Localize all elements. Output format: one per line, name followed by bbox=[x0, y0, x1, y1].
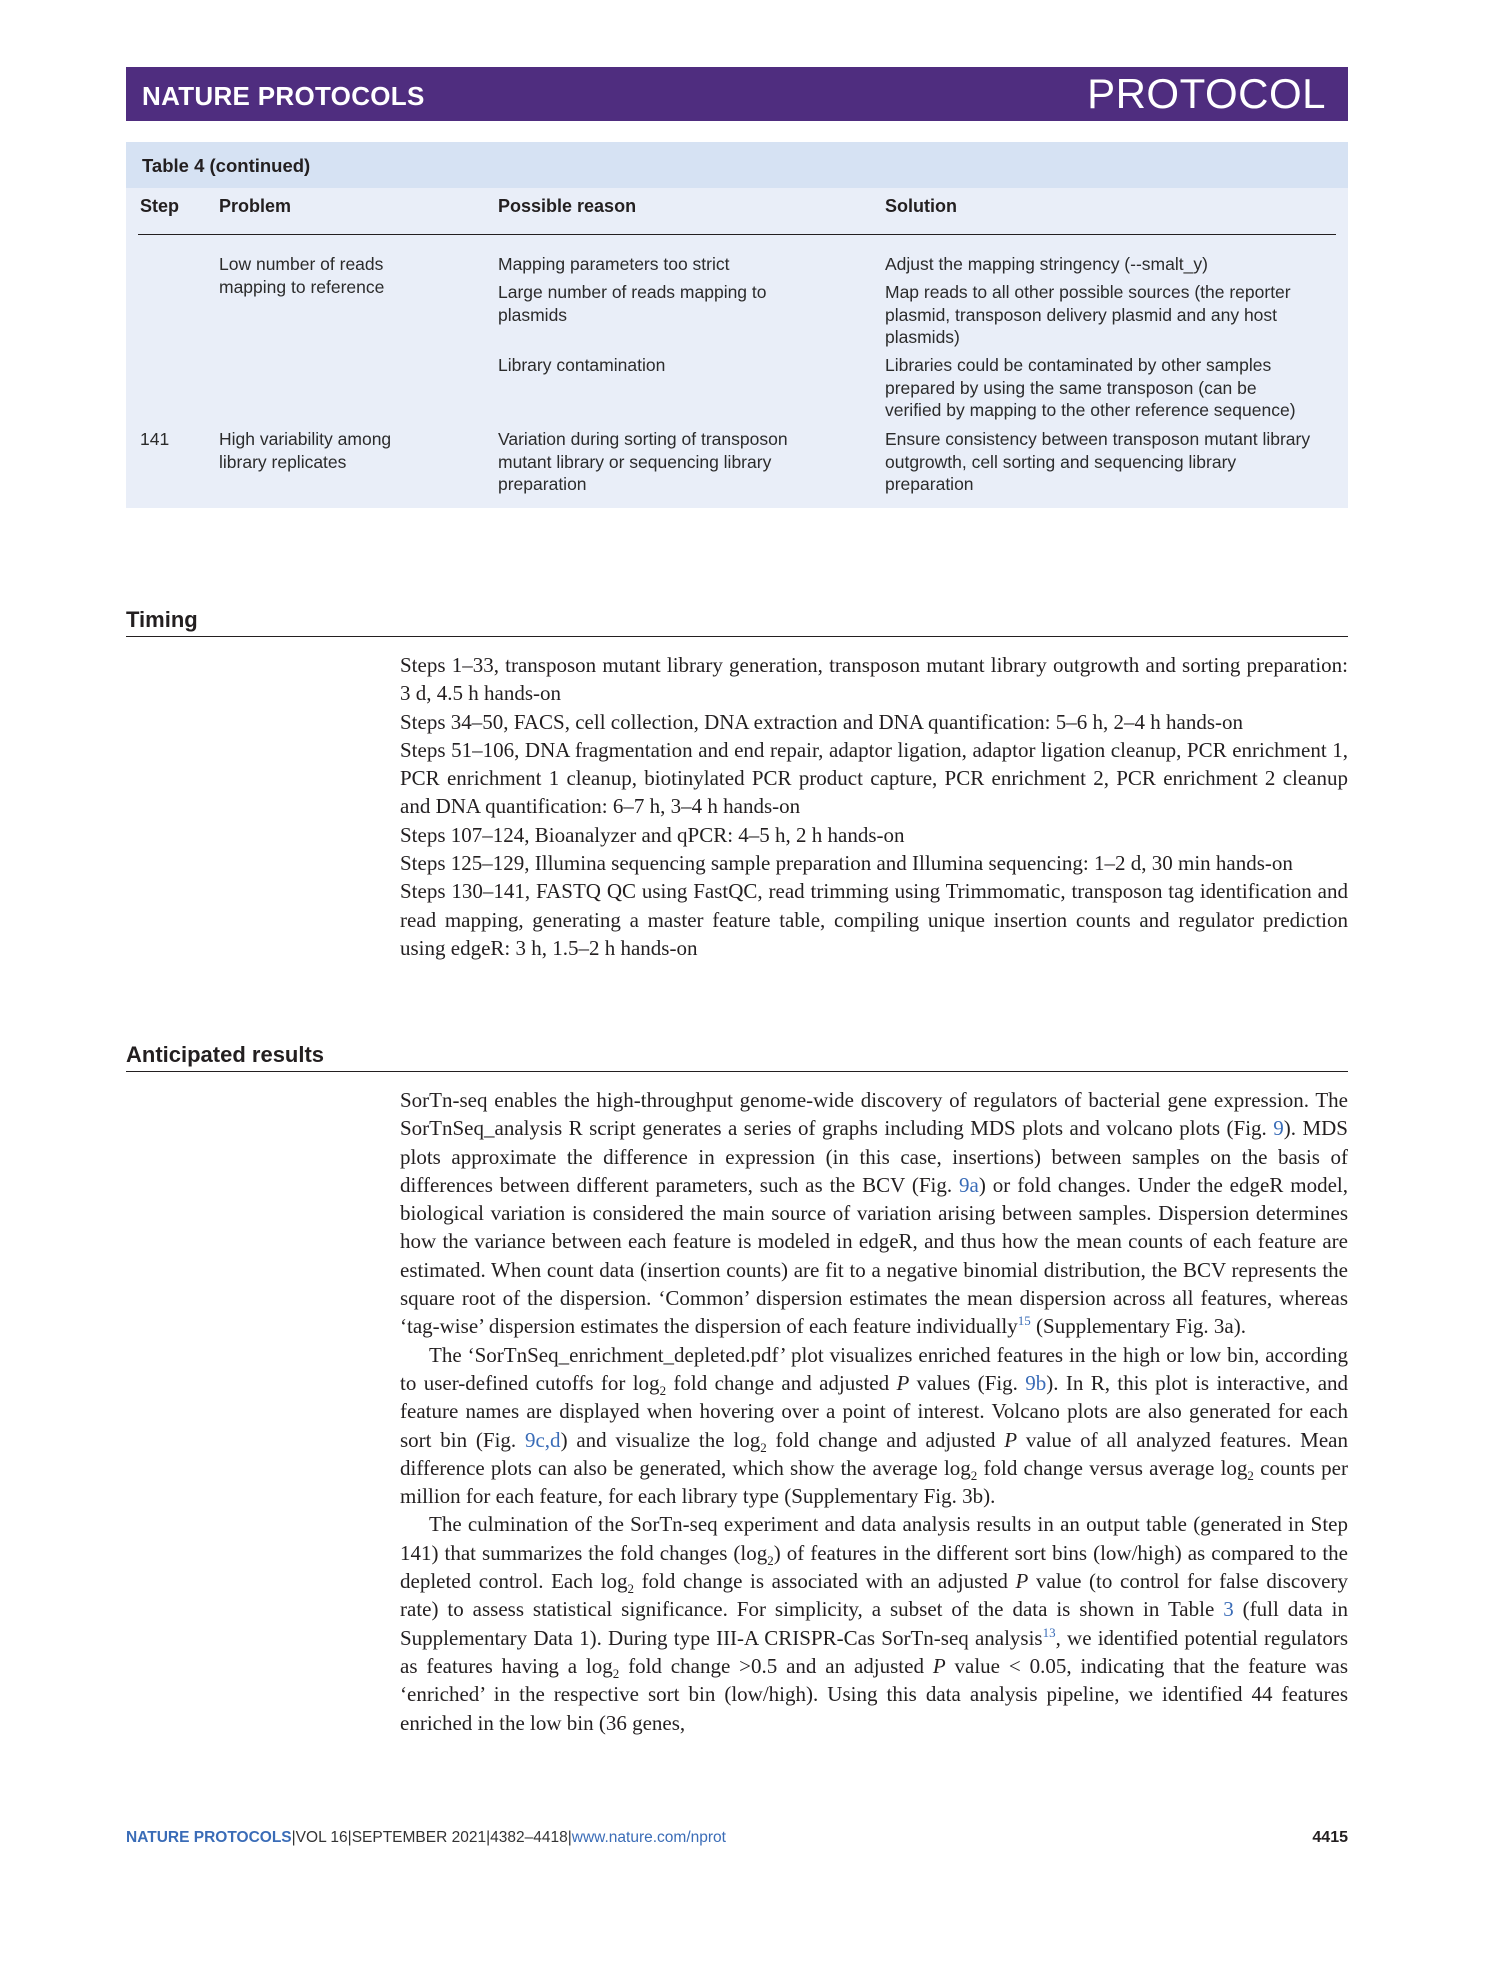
table-cell-problem: Low number of reads mapping to reference bbox=[219, 254, 385, 297]
column-header-problem: Problem bbox=[219, 196, 292, 216]
page-number: 4415 bbox=[1312, 1829, 1348, 1846]
table-header-rule bbox=[138, 234, 1336, 235]
table-cell-solution: Map reads to all other possible sources (the reporter plasmid, transposon delivery plasmid and any host plasmids) bbox=[885, 282, 1291, 347]
table-caption-bar bbox=[126, 142, 1348, 188]
table-cell-solution: Libraries could be contaminated by other samples prepared by using the same transposon (can be verified by mapping to the other reference sequence) bbox=[885, 355, 1296, 420]
figure-link[interactable]: 9b bbox=[1025, 1370, 1047, 1395]
column-header-solution: Solution bbox=[885, 196, 957, 216]
table-cell-solution: Adjust the mapping stringency (--smalt_y) bbox=[885, 254, 1208, 274]
anticipated-results-body bbox=[400, 1086, 1348, 1737]
citation-link[interactable]: 13 bbox=[1042, 1624, 1056, 1640]
table-link[interactable]: 3 bbox=[1223, 1597, 1234, 1622]
timing-item: Steps 51–106, DNA fragmentation and end repair, adaptor ligation, adaptor ligation cleanup, PCR enrichment 1, PCR enrichment 1 cleanup, biotinylated PCR product capture, PCR enrichment 2, PCR enrichment 2 cleanup and DNA quantification: 6–7 h, 3–4 h hands-on bbox=[400, 737, 1348, 819]
timing-item: Steps 125–129, Illumina sequencing sample preparation and Illumina sequencing: 1–2 d, 30 min hands-on bbox=[400, 851, 1293, 876]
paragraph: The ‘SorTnSeq_enrichment_depleted.pdf’ plot visualizes enriched features in the high or low bin, according to user-defined cutoffs for $\log_2$ fold change and adjusted P values (Fig. 9b). In R, this plot is interactive, and feature names are displayed when hovering over a point of interest. Volcano plots are also generated for each sort bin (Fig. 9c,d) and visualize the $\log_2$ fold change and adjusted P value of all analyzed features. Mean difference plots can also be generated, which show the average $\log_2$ fold change versus average $\log_2$ counts per million for each feature, for each library type (Supplementary Fig. 3b). bbox=[400, 1342, 1349, 1509]
column-header-reason: Possible reason bbox=[498, 196, 637, 216]
citation-link[interactable]: 15 bbox=[1017, 1313, 1031, 1329]
column-header-step: Step bbox=[140, 196, 180, 216]
table-cell-solution: Ensure consistency between transposon mutant library outgrowth, cell sorting and sequencing library preparation bbox=[885, 429, 1311, 494]
footer-volume: VOL 16 bbox=[295, 1829, 348, 1846]
timing-item: Steps 107–124, Bioanalyzer and qPCR: 4–5 h, 2 h hands-on bbox=[400, 822, 905, 847]
paragraph: SorTn-seq enables the high-throughput genome-wide discovery of regulators of bacterial gene expression. The SorTnSeq_analysis R script generates a series of graphs including MDS plots and volcano plots (Fig. 9). MDS plots approximate the difference in expression (in this case, insertions) between samples on the basis of differences between different parameters, such as the BCV (Fig. 9a) or fold changes. Under the edgeR model, biological variation is considered the main source of variation arising between samples. Dispersion determines how the variance between each feature is modeled in edgeR, and thus how the mean counts of each feature are estimated. When count data (insertion counts) are fit to a negative binomial distribution, the BCV represents the square root of the dispersion. ‘Common’ dispersion estimates the mean dispersion across all features, whereas ‘tag-wise’ dispersion estimates the dispersion of each feature individually$^{15}$ (Supplementary Fig. 3a). bbox=[400, 1088, 1348, 1339]
footer-pages: 4382–4418 bbox=[490, 1829, 568, 1846]
footer-url-link[interactable]: www.nature.com/nprot bbox=[571, 1829, 726, 1846]
section-heading-anticipated-results: Anticipated results bbox=[126, 1042, 325, 1067]
figure-link[interactable]: 9c,d bbox=[524, 1427, 561, 1452]
timing-item: Steps 34–50, FACS, cell collection, DNA extraction and DNA quantification: 5–6 h, 2–4 h hands-on bbox=[400, 709, 1243, 734]
timing-item: Steps 130–141, FASTQ QC using FastQC, read trimming using Trimmomatic, transposon tag identification and read mapping, generating a master feature table, compiling unique insertion counts and regulator prediction using edgeR: 3 h, 1.5–2 h hands-on bbox=[400, 879, 1348, 960]
journal-name: NATURE PROTOCOLS bbox=[142, 81, 425, 111]
timing-item: Steps 1–33, transposon mutant library generation, transposon mutant library outgrowth and sorting preparation: 3 d, 4.5 h hands-on bbox=[400, 653, 1348, 706]
section-rule bbox=[126, 1071, 1348, 1072]
table-cell-step: 141 bbox=[140, 429, 170, 449]
table-cell-reason: Variation during sorting of transposon mutant library or sequencing library preparation bbox=[498, 429, 788, 494]
table-cell-reason: Library contamination bbox=[498, 355, 666, 375]
table-cell-reason: Large number of reads mapping to plasmids bbox=[498, 282, 767, 325]
journal-header-bar bbox=[126, 67, 1348, 121]
table-caption: Table 4 (continued) bbox=[142, 155, 311, 176]
section-rule bbox=[126, 636, 1348, 637]
page-footer: NATURE PROTOCOLS|VOL 16|SEPTEMBER 2021|4382–4418|www.nature.com/nprot 4415 bbox=[126, 1829, 1348, 1846]
section-heading-timing: Timing bbox=[126, 607, 198, 632]
paragraph: The culmination of the SorTn-seq experiment and data analysis results in an output table (generated in Step 141) that summarizes the fold changes $(\log_2)$ of features in the different sort bins (low/high) as compared to the depleted control. Each $\log_2$ fold change is associated with an adjusted P value (to control for false discovery rate) to assess statistical significance. For simplicity, a subset of the data is shown in Table 3 (full data in Supplementary Data 1). During type III-A CRISPR-Cas SorTn-seq analysis$^{13}$, we identified potential regulators as features having a $\log_2$ fold change >0.5 and an adjusted P value < 0.05, indicating that the feature was ‘enriched’ in the respective sort bin (low/high). Using this data analysis pipeline, we identified 44 features enriched in the low bin (36 genes, bbox=[400, 1512, 1349, 1735]
figure-link[interactable]: 9 bbox=[1273, 1116, 1284, 1141]
table-cell-problem: High variability among library replicates bbox=[219, 429, 392, 472]
article-type: PROTOCOL bbox=[1087, 70, 1326, 117]
timing-list bbox=[400, 651, 1348, 962]
footer-journal: NATURE PROTOCOLS bbox=[126, 1829, 292, 1846]
footer-date: SEPTEMBER 2021 bbox=[351, 1829, 487, 1846]
figure-link[interactable]: 9a bbox=[959, 1172, 979, 1197]
table-cell-reason: Mapping parameters too strict bbox=[498, 254, 730, 274]
